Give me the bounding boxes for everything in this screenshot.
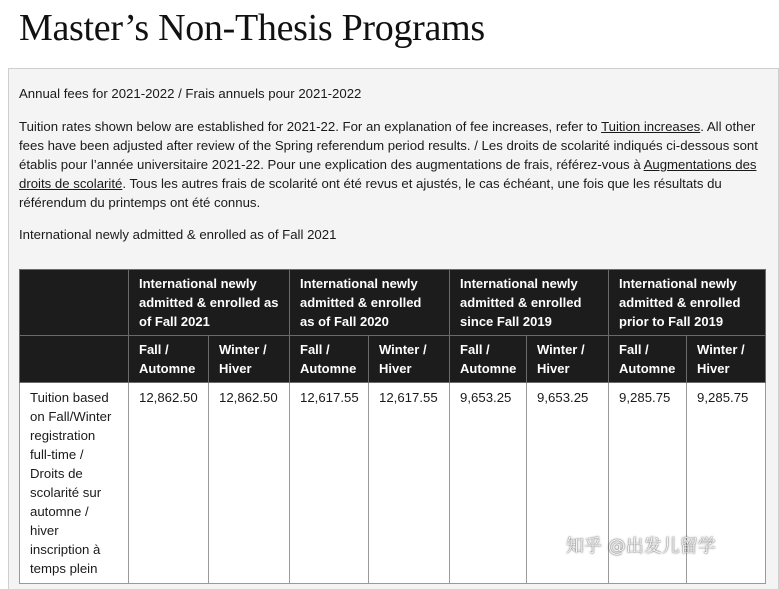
row-label: Tuition based on Fall/Winter registration full-time / Droits de scolarité sur automne / hiver inscription à temps plein [20,383,129,584]
group-header-prior-2019: International newly admitted & enrolled prior to Fall 2019 [609,270,766,336]
augmentations-link[interactable]: Augmentations des droits de scolarité [19,157,757,191]
table-cell: 12,862.50 [129,383,209,584]
term-header-row [20,336,766,383]
tuition-text-mid: . All other fees have been adjusted after review of the Spring referendum period results. / Les droits de scolarité indiqués ci-dessous sont établis pour l’année universitaire 2021-22. Pour une explication des augmentations de frais, référez-vous à [19,119,758,172]
page-title: Master’s Non-Thesis Programs [19,7,485,49]
corner-cell [20,270,129,336]
fall-header: Fall / Automne [290,336,369,383]
watermark: 知乎 @出发儿留学 [566,536,716,557]
tuition-text-pre: Tuition rates shown below are established for 2021-22. For an explanation of fee increases, refer to [19,119,602,134]
tuition-text-post: . Tous les autres frais de scolarité ont été revus et ajustés, le cas échéant, une fois que les résultats du référendum du printemps ont été connus. [19,176,722,210]
table-caption: International newly admitted & enrolled as of Fall 2021 [19,227,337,242]
table-cell: 9,285.75 [687,383,766,584]
group-header-2021: International newly admitted & enrolled as of Fall 2021 [129,270,290,336]
corner-cell [20,336,129,383]
table-cell: 12,862.50 [209,383,290,584]
table-cell: 9,285.75 [609,383,687,584]
group-header-2020: International newly admitted & enrolled as of Fall 2020 [290,270,450,336]
table-cell: 12,617.55 [369,383,450,584]
fall-header: Fall / Automne [129,336,209,383]
table-cell: 12,617.55 [290,383,369,584]
table-cell: 9,653.25 [450,383,527,584]
tuition-explanation [19,117,764,212]
table-cell: 9,653.25 [527,383,609,584]
tuition-increases-link[interactable]: Tuition increases [601,119,701,134]
fall-header: Fall / Automne [450,336,527,383]
winter-header: Winter / Hiver [369,336,450,383]
group-header-row [20,270,766,336]
winter-header: Winter / Hiver [209,336,290,383]
group-header-since-2019: International newly admitted & enrolled since Fall 2019 [450,270,609,336]
winter-header: Winter / Hiver [687,336,766,383]
annual-fees-heading: Annual fees for 2021-2022 / Frais annuels pour 2021-2022 [19,86,362,101]
winter-header: Winter / Hiver [527,336,609,383]
fall-header: Fall / Automne [609,336,687,383]
